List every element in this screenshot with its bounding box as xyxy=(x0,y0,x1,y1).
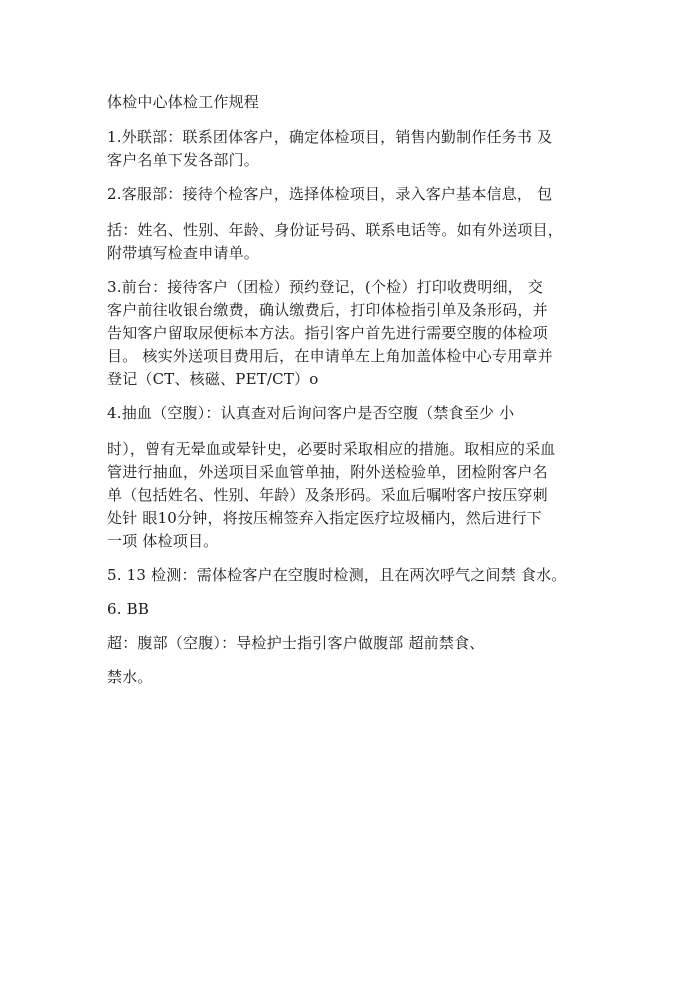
text-line: 3.前台：接待客户（团检）预约登记，(个检）打印收费明细， 交 xyxy=(107,278,544,296)
text-line: 时），曾有无晕血或晕针史，必要时采取相应的措施。取相应的采血 xyxy=(107,440,556,458)
text-line: 单（包括姓名、性别、年龄）及条形码。采血后嘱咐客户按压穿刺 xyxy=(107,486,548,504)
text-line: 目。 核实外送项目费用后，在申请单左上角加盖体检中心专用章并 xyxy=(107,347,553,365)
text-line: 处针 眼10分钟，将按压棉签弃入指定医疗垃圾桶内，然后进行下 xyxy=(107,509,542,527)
text-line: 客户前往收银台缴费，确认缴费后，打印体检指引单及条形码，并 xyxy=(107,301,548,319)
text-line: 1.外联部：联系团体客户，确定体检项目，销售内勤制作任务书 及 xyxy=(107,128,553,146)
text-line: 登记（CT、核磁、PET/CT）o xyxy=(107,370,319,388)
text-line: 客户名单下发各部门。 xyxy=(107,151,260,169)
text-line: 5. 13 检测：需体检客户在空腹时检测，且在两次呼气之间禁 食水。 xyxy=(107,566,567,584)
text-line: 附带填写检查申请单。 xyxy=(107,244,260,262)
text-line: 超：腹部（空腹）：导检护士指引客户做腹部 超前禁食、 xyxy=(107,634,485,652)
text-line: 禁水。 xyxy=(107,668,153,686)
text-line: 括：姓名、性别、年龄、身份证号码、联系电话等。如有外送项目， xyxy=(107,221,564,239)
text-line: 2.客服部：接待个检客户，选择体检项目，录入客户基本信息， 包 xyxy=(107,185,553,203)
text-line: 告知客户留取尿便标本方法。指引客户首先进行需要空腹的体检项 xyxy=(107,324,548,342)
document-title: 体检中心体检工作规程 xyxy=(107,93,260,111)
text-line: 6. BB xyxy=(107,600,150,618)
text-line: 一项 体检项目。 xyxy=(107,532,219,550)
text-line: 管进行抽血，外送项目采血管单抽，附外送检验单，团检附客户名 xyxy=(107,463,548,481)
text-line: 4.抽血（空腹）：认真查对后询问客户是否空腹（禁食至少 小 xyxy=(107,404,515,422)
